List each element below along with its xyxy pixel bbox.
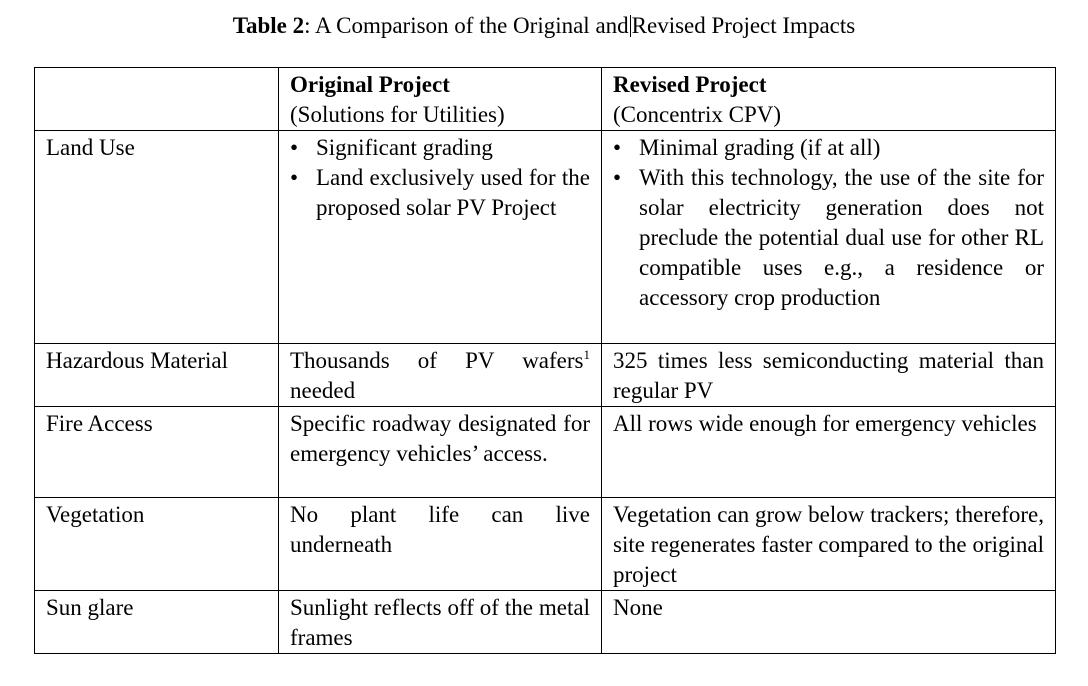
bullet-icon: • (613, 135, 622, 160)
land-use-revised-list (613, 133, 1044, 313)
header-original-cell (279, 68, 602, 131)
row-label-vegetation: Vegetation (35, 498, 279, 591)
comparison-table (34, 67, 1056, 654)
row-label-fire-access: Fire Access (35, 407, 279, 498)
fire-original-cell: Specific roadway designated for emergency vehicles’ access. (279, 407, 602, 498)
revised-project-subtitle: (Concentrix CPV) (613, 102, 782, 127)
header-row (35, 68, 1056, 131)
land-use-original-list (290, 133, 590, 223)
sun-glare-original-cell: Sunlight reflects off of the metal frames (279, 591, 602, 654)
revised-project-title: Revised Project (613, 72, 767, 97)
row-label-hazardous-material: Hazardous Material (35, 344, 279, 407)
land-use-original-cell (279, 131, 602, 344)
original-project-subtitle: (Solutions for Utilities) (290, 102, 505, 127)
text-cursor (630, 15, 631, 37)
caption-label: Table 2 (232, 13, 305, 38)
hazardous-revised-cell: 325 times less semiconducting material than regular PV (602, 344, 1056, 407)
header-revised-cell (602, 68, 1056, 131)
table-row-hazardous-material (35, 344, 1056, 407)
table-row-vegetation (35, 498, 1056, 591)
land-use-revised-cell (602, 131, 1056, 344)
row-label-sun-glare: Sun glare (35, 591, 279, 654)
row-label-land-use: Land Use (35, 131, 279, 344)
list-item: • With this technology, the use of the site for solar electricity generation does not preclude the potential dual use for other RL compatible uses e.g., a residence or accessory crop production (613, 165, 1044, 310)
bullet-icon: • (613, 165, 622, 190)
list-item: • Land exclusively used for the proposed solar PV Project (290, 165, 590, 220)
table-row-fire-access (35, 407, 1056, 498)
caption-text-start: : A Comparison of the Original and (304, 13, 629, 38)
fire-revised-cell: All rows wide enough for emergency vehicles (602, 407, 1056, 498)
caption-text-end: Revised Project Impacts (631, 13, 856, 38)
table-row-sun-glare (35, 591, 1056, 654)
bullet-icon: • (290, 165, 299, 190)
list-item: • Minimal grading (if at all) (613, 133, 1044, 163)
original-project-title: Original Project (290, 72, 450, 97)
table-caption (0, 12, 1088, 40)
vegetation-original-cell: No plant life can live underneath (279, 498, 602, 591)
header-empty-cell (35, 68, 279, 131)
footnote-marker: 1 (583, 347, 590, 362)
table-row-land-use (35, 131, 1056, 344)
list-item: • Significant grading (290, 133, 590, 163)
hazardous-original-cell: Thousands of PV wafers$^1$ needed (279, 344, 602, 407)
sun-glare-revised-cell: None (602, 591, 1056, 654)
bullet-icon: • (290, 135, 299, 160)
vegetation-revised-cell: Vegetation can grow below trackers; therefore, site regenerates faster compared to the original project (602, 498, 1056, 591)
